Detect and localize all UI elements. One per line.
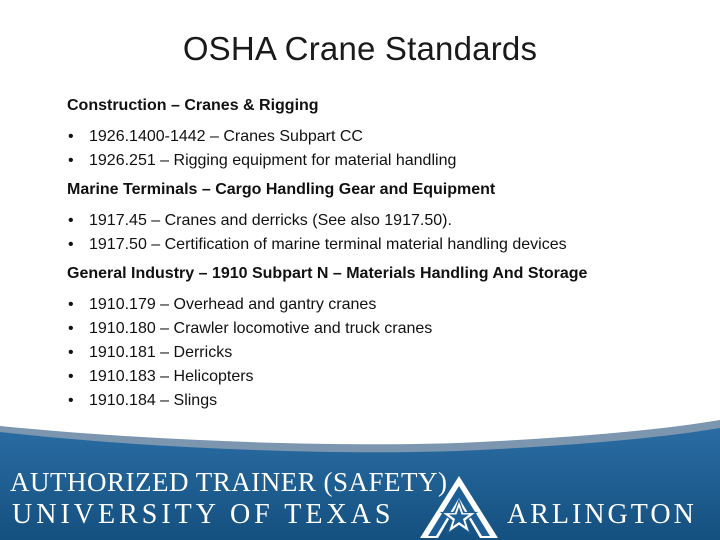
bullet-icon: •	[68, 320, 74, 337]
list-item-text: 1910.183 – Helicopters	[89, 368, 254, 385]
bullet-icon: •	[68, 128, 74, 145]
bullet-icon: •	[68, 368, 74, 385]
list-item-text: 1910.181 – Derricks	[89, 344, 233, 361]
bullet-icon: •	[68, 344, 74, 361]
bullet-list-general-industry	[67, 293, 707, 413]
section-heading-general-industry: General Industry – 1910 Subpart N – Materials Handling And Storage	[67, 265, 588, 282]
bullet-icon: •	[68, 296, 74, 313]
list-item-text: 1910.179 – Overhead and gantry cranes	[89, 296, 377, 313]
bullet-icon: •	[68, 152, 74, 169]
list-item	[67, 209, 707, 233]
list-item-text: 1910.184 – Slings	[89, 392, 218, 409]
list-item-text: 1926.1400-1442 – Cranes Subpart CC	[89, 128, 363, 145]
bullet-icon: •	[68, 212, 74, 229]
list-item-text: 1917.45 – Cranes and derricks (See also 1917.50).	[89, 212, 452, 229]
bullet-icon: •	[68, 236, 74, 253]
slide-title: OSHA Crane Standards	[182, 30, 538, 67]
list-item	[67, 293, 707, 317]
bullet-list-marine-terminals	[67, 209, 707, 257]
footer-university-text: UNIVERSITY OF TEXAS	[12, 499, 395, 530]
list-item	[67, 233, 707, 257]
list-item	[67, 365, 707, 389]
slide-content	[67, 94, 707, 413]
bullet-icon: •	[68, 392, 74, 409]
list-item	[67, 389, 707, 413]
bullet-list-construction	[67, 125, 707, 173]
uta-star-a-logo-icon	[418, 474, 500, 540]
footer-authorized-trainer-text: AUTHORIZED TRAINER (SAFETY)	[10, 467, 448, 497]
list-item-text: 1910.180 – Crawler locomotive and truck cranes	[89, 320, 433, 337]
list-item-text: 1926.251 – Rigging equipment for material handling	[89, 152, 457, 169]
list-item	[67, 125, 707, 149]
list-item	[67, 317, 707, 341]
section-heading-marine-terminals: Marine Terminals – Cargo Handling Gear and Equipment	[67, 181, 496, 198]
section-heading-construction: Construction – Cranes & Rigging	[67, 97, 319, 114]
list-item-text: 1917.50 – Certification of marine terminal material handling devices	[89, 236, 567, 253]
list-item	[67, 149, 707, 173]
list-item	[67, 341, 707, 365]
footer-arlington-text: ARLINGTON	[507, 499, 697, 530]
